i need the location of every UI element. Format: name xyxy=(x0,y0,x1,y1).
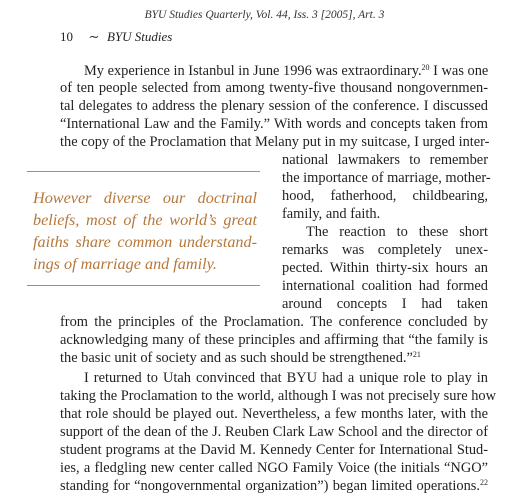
body-line: tal delegates to address the plenary session of the conference. I discussed xyxy=(60,98,488,114)
body-line: The reaction to these short xyxy=(306,224,488,240)
pull-quote-line: ings of marriage and family. xyxy=(33,255,217,273)
running-head xyxy=(60,29,172,45)
body-line: remarks was completely unex- xyxy=(282,242,488,258)
body-line: the copy of the Proclamation that Melany put in my suitcase, I urged inter- xyxy=(60,134,490,150)
journal-header: BYU Studies Quarterly, Vol. 44, Iss. 3 [2005], Art. 3 xyxy=(144,9,385,21)
body-line: support of the dean of the J. Reuben Clark Law School and the director of xyxy=(60,424,488,440)
body-line: the basic unit of society and as such should be strengthened.”$^{21}$ xyxy=(60,350,421,366)
body-line: the importance of marriage, mother- xyxy=(282,170,491,186)
body-line: standing for “nongovernmental organization”) began limited operations.$^{22}$ xyxy=(60,478,488,494)
pull-quote-line: However diverse our doctrinal xyxy=(33,189,257,207)
body-line: of ten people selected from among twenty-five thousand nongovernmen- xyxy=(60,80,488,96)
body-line: student programs at the David M. Kennedy Center for International Stud- xyxy=(60,442,488,458)
pull-quote-line: beliefs, most of the world’s great xyxy=(33,211,257,229)
body-line: international coalition had formed xyxy=(282,278,488,294)
body-line: hood, fatherhood, childbearing, xyxy=(282,188,488,204)
body-line: pected. Within thirty-six hours an xyxy=(282,260,488,276)
pull-quote-line: faiths share common understand- xyxy=(33,233,257,251)
body-line: acknowledging many of these principles and affirming that “the family is xyxy=(60,332,488,348)
body-line: My experience in Istanbul in June 1996 was extraordinary.$^{20}$ I was one xyxy=(84,63,489,79)
body-line: I returned to Utah convinced that BYU had a unique role to play in xyxy=(84,370,488,386)
body-line: family, and faith. xyxy=(282,206,381,222)
body-line: taking the Proclamation to the world, although I was not precisely sure how xyxy=(60,388,497,404)
body-line: national lawmakers to remember xyxy=(282,152,488,168)
running-head-title: BYU Studies xyxy=(107,29,173,44)
body-line: around concepts I had taken xyxy=(282,296,488,312)
page-number: 10 xyxy=(60,29,73,44)
body-line: ies, a fledgling new center called NGO Family Voice (the initials “NGO” xyxy=(60,460,488,476)
tilde-ornament-icon: ∼ xyxy=(88,29,100,44)
pull-quote xyxy=(27,171,260,286)
body-line: from the principles of the Proclamation. The conference concluded by xyxy=(60,314,488,330)
body-line: “International Law and the Family.” With words and concepts taken from xyxy=(60,116,488,132)
body-line: that role should be played out. Nevertheless, a few months later, with the xyxy=(60,406,488,422)
